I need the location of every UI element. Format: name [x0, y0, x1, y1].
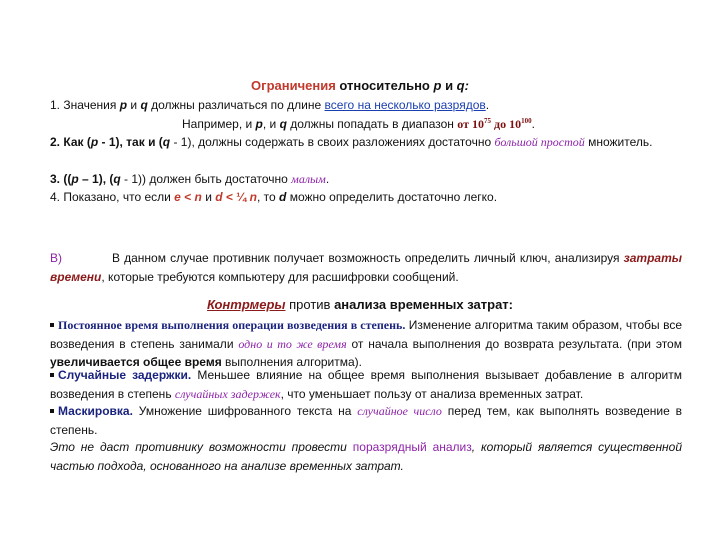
- var-n: n: [194, 190, 202, 204]
- bullet-icon: [50, 373, 54, 377]
- bullet3-text: Умножение шифрованного текста на: [132, 404, 358, 418]
- bullet2-title: Случайные задержки.: [58, 368, 192, 382]
- restriction-item-3: [50, 170, 682, 189]
- range-exp-1: 75: [484, 117, 492, 125]
- item1-end: .: [485, 98, 490, 112]
- bitwise-analysis-term: поразрядный анализ: [352, 440, 472, 454]
- item2-text-3: - 1), должны содержать в своих разложениях достаточно: [170, 135, 495, 149]
- heading-and: и: [441, 78, 457, 93]
- section-heading-countermeasures: [0, 297, 720, 312]
- heading-timing-analysis: анализа временных затрат: [334, 297, 509, 312]
- item2-text: 2. Как (: [50, 135, 91, 149]
- example-end: .: [531, 117, 535, 131]
- example-line: [182, 115, 682, 134]
- range-value: [457, 117, 531, 131]
- item3-text: 3. ((: [50, 172, 72, 186]
- var-q: q:: [456, 78, 469, 93]
- var-p: p: [90, 135, 99, 149]
- bullet2-end: , что уменьшает пользу от анализа временных затрат.: [280, 386, 584, 401]
- item3-text-2: – 1), (: [78, 172, 114, 186]
- item1-text-2: должны различаться по длине: [147, 98, 325, 112]
- var-n: n: [249, 190, 257, 204]
- item1-text: 1. Значения: [50, 98, 120, 112]
- random-delays-term: случайных задержек: [174, 386, 281, 401]
- bullet-icon: [50, 409, 54, 413]
- bullet1-end: выполнения алгоритма).: [221, 355, 362, 369]
- closing-text: Это не даст противнику возможности провести: [50, 440, 353, 454]
- few-digits-link[interactable]: всего на несколько разрядов: [324, 98, 486, 112]
- bullet1-text: Изменение алгоритма таким образом, чтобы все возведения в степень занимали: [50, 318, 682, 351]
- part-b-text: В данном случае противник получает возможность определить личный ключ, анализируя: [112, 251, 624, 265]
- time-cost-term: затраты времени: [50, 251, 682, 284]
- var-p: p: [255, 117, 263, 131]
- range-exp-2: 100: [521, 117, 532, 125]
- countermeasure-constant-time: [50, 316, 682, 372]
- item4-end: можно определить достаточно легко.: [286, 190, 498, 204]
- bullet1-title: Постоянное время выполнения операции возведения в степень.: [58, 318, 406, 332]
- bullet1-text-2: от начала выполнения до возврата результата. (при этом: [346, 336, 682, 351]
- random-number-term: случайное число: [357, 404, 442, 418]
- part-b-label: B): [50, 251, 62, 265]
- var-d: d: [279, 190, 287, 204]
- increases-total-time: увеличивается общее время: [50, 355, 222, 369]
- var-q: q: [279, 117, 287, 131]
- item3-text-3: - 1)) должен быть достаточно: [120, 172, 292, 186]
- var-p: p: [119, 98, 128, 112]
- example-comma: , и: [262, 117, 280, 131]
- bullet3-title: Маскировка.: [58, 404, 133, 418]
- part-b-end: , которые требуются компьютеру для расшифровки сообщений.: [101, 269, 459, 284]
- item1-and: и: [127, 98, 141, 112]
- var-p: p: [433, 78, 442, 93]
- var-d: d: [215, 190, 223, 204]
- big-prime-term: большой простой: [494, 135, 585, 149]
- restriction-item-4: [50, 188, 682, 207]
- section-heading-restrictions: [0, 78, 720, 93]
- var-q: q: [113, 172, 121, 186]
- same-time-term: одно и то же время: [238, 336, 347, 351]
- range-to: до 10: [491, 117, 522, 131]
- less-than-1: <: [180, 190, 195, 204]
- var-q: q: [140, 98, 148, 112]
- closing-end: , который является существенной частью подхода, основанного на анализе временных затрат.: [50, 440, 682, 473]
- bullet2-text: Меньшее влияние на общее время выполнения вызывает добавление в алгоритм возведения в степень: [50, 368, 682, 401]
- countermeasure-masking: [50, 402, 682, 439]
- item4-and: и: [201, 190, 216, 204]
- example-text: Например, и: [182, 117, 256, 131]
- var-q: q: [162, 135, 171, 149]
- part-b-paragraph: [50, 249, 682, 286]
- heading-against: против: [285, 297, 335, 312]
- heading-word-restrictions: Ограничения: [251, 78, 336, 93]
- item2-text-2: - 1), так и (: [98, 135, 163, 149]
- small-term: малым: [291, 172, 326, 186]
- heading-countermeasures-word: Контрмеры: [206, 297, 286, 312]
- range-from: от 10: [457, 117, 485, 131]
- var-p: p: [71, 172, 79, 186]
- item2-end: множитель.: [584, 135, 653, 149]
- restriction-item-2: [50, 133, 682, 152]
- bullet-icon: [50, 323, 54, 327]
- example-text-2: должны попадать в диапазон: [286, 117, 458, 131]
- countermeasure-random-delays: [50, 366, 682, 403]
- item4-then: , то: [256, 190, 280, 204]
- closing-paragraph: [50, 438, 682, 475]
- var-e: e: [174, 190, 181, 204]
- heading-text: относительно: [335, 78, 434, 93]
- less-than-quarter: < ¼: [222, 190, 250, 204]
- heading-colon: :: [508, 297, 514, 312]
- restriction-item-1: [50, 96, 682, 115]
- item3-end: .: [325, 172, 330, 186]
- bullet3-end: перед тем, как выполнять возведение в степень.: [50, 404, 683, 437]
- item4-text: 4. Показано, что если: [50, 190, 175, 204]
